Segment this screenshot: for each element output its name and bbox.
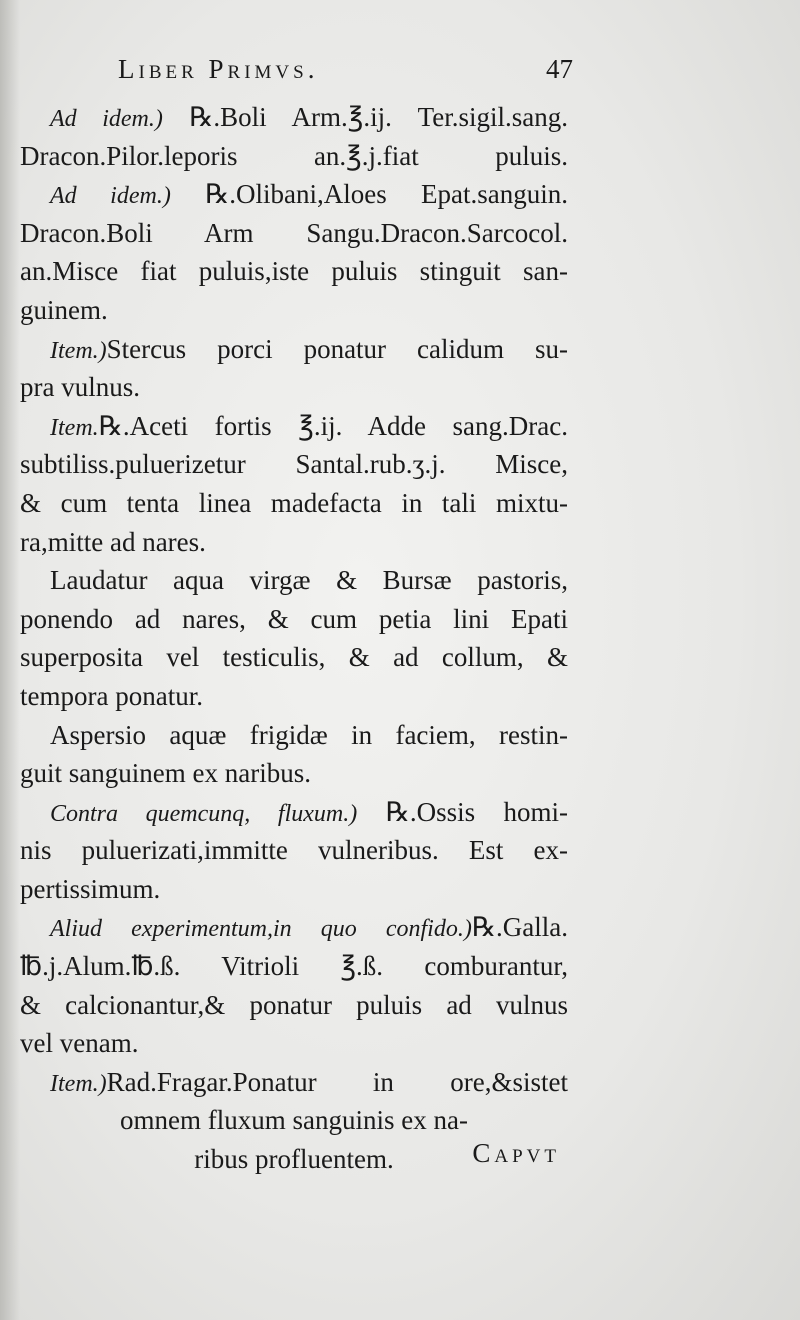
line-text: Laudatur aqua virgæ & Bursæ pastoris, bbox=[50, 565, 568, 596]
text-line bbox=[20, 1024, 568, 1063]
text-line bbox=[20, 638, 568, 677]
text-line bbox=[20, 793, 568, 832]
line-text: nis puluerizati,immitte vulneribus. Est ex- bbox=[20, 835, 568, 866]
line-text: ℞.Aceti fortis ℥.ij. Adde sang.Drac. bbox=[98, 410, 568, 441]
line-text: pra vulnus. bbox=[20, 372, 140, 403]
line-text: subtiliss.puluerizetur Santal.rub.ʒ.j. Misce, bbox=[20, 449, 568, 480]
line-text: Aspersio aquæ frigidæ in faciem, restin- bbox=[50, 719, 568, 750]
text-line bbox=[20, 677, 568, 716]
text-line bbox=[20, 252, 568, 291]
line-text: Dracon.Pilor.leporis an.℥.j.fiat puluis. bbox=[20, 140, 568, 171]
recipe-label: Contra quemcunq, fluxum.) bbox=[50, 800, 358, 827]
text-line bbox=[20, 214, 568, 253]
line-text: ℞.Galla. bbox=[471, 912, 568, 943]
line-text: guit sanguinem ex naribus. bbox=[20, 758, 311, 789]
line-text: ℞.Ossis homi- bbox=[385, 796, 568, 827]
recipe-label: Ad idem.) bbox=[50, 183, 171, 210]
line-text: ponendo ad nares, & cum petia lini Epati bbox=[20, 603, 568, 634]
page-number: 47 bbox=[546, 54, 573, 84]
line-text: Rad.Fragar.Ponatur in ore,&sistet bbox=[106, 1066, 568, 1097]
text-line bbox=[20, 445, 568, 484]
text-line bbox=[20, 1063, 568, 1102]
text-line bbox=[20, 561, 568, 600]
text-line bbox=[20, 137, 568, 176]
text-line bbox=[20, 870, 568, 909]
recipe-label: Item.) bbox=[50, 337, 107, 364]
text-line bbox=[20, 291, 568, 330]
line-text: ℔.j.Alum.℔.ß. Vitrioli ℥.ß. comburantur, bbox=[20, 951, 568, 982]
line-text: ℞.Boli Arm.℥.ij. Ter.sigil.sang. bbox=[189, 102, 568, 132]
text-line bbox=[20, 330, 568, 369]
recipe-label: Item. bbox=[50, 414, 99, 441]
text-line bbox=[20, 908, 568, 947]
text-line bbox=[20, 484, 568, 523]
running-title: Liber Primvs. bbox=[118, 54, 319, 84]
line-text: ℞.Olibani,Aloes Epat.sanguin. bbox=[205, 179, 569, 210]
text-line bbox=[20, 407, 568, 446]
text-line bbox=[20, 947, 568, 986]
recipe-label: Item.) bbox=[50, 1070, 107, 1097]
text-line bbox=[20, 523, 568, 562]
line-text: vel venam. bbox=[20, 1028, 139, 1059]
text-line bbox=[20, 98, 568, 137]
line-text: pertissimum. bbox=[20, 873, 161, 904]
line-text: superposita vel testiculis, & ad collum, & bbox=[20, 642, 568, 673]
line-text: tempora ponatur. bbox=[20, 680, 203, 711]
line-text: Dracon.Boli Arm Sangu.Dracon.Sarcocol. bbox=[20, 217, 568, 248]
body-text bbox=[20, 98, 568, 1179]
text-line bbox=[20, 831, 568, 870]
line-text: an.Misce fiat puluis,iste puluis stinguit san- bbox=[20, 256, 568, 287]
recipe-label: Ad idem.) bbox=[50, 106, 163, 132]
text-line bbox=[20, 1101, 568, 1140]
page-gutter-shadow bbox=[0, 0, 20, 1320]
text-line bbox=[20, 716, 568, 755]
line-text: ra,mitte ad nares. bbox=[20, 526, 206, 557]
line-text: & cum tenta linea madefacta in tali mixtu- bbox=[20, 487, 568, 518]
text-line bbox=[20, 754, 568, 793]
line-text: guinem. bbox=[20, 294, 108, 325]
line-text: omnem fluxum sanguinis ex na- bbox=[120, 1105, 468, 1136]
text-line bbox=[20, 175, 568, 214]
text-line bbox=[20, 600, 568, 639]
catchword: Capvt bbox=[472, 1138, 560, 1168]
text-line bbox=[20, 368, 568, 407]
recipe-label: Aliud experimentum,in quo confido.) bbox=[50, 916, 472, 943]
text-line bbox=[20, 986, 568, 1025]
line-text: ribus profluentem. bbox=[194, 1144, 394, 1175]
page-header bbox=[118, 50, 573, 94]
line-text: Stercus porci ponatur calidum su- bbox=[106, 333, 568, 364]
line-text: & calcionantur,& ponatur puluis ad vulnus bbox=[20, 989, 568, 1020]
